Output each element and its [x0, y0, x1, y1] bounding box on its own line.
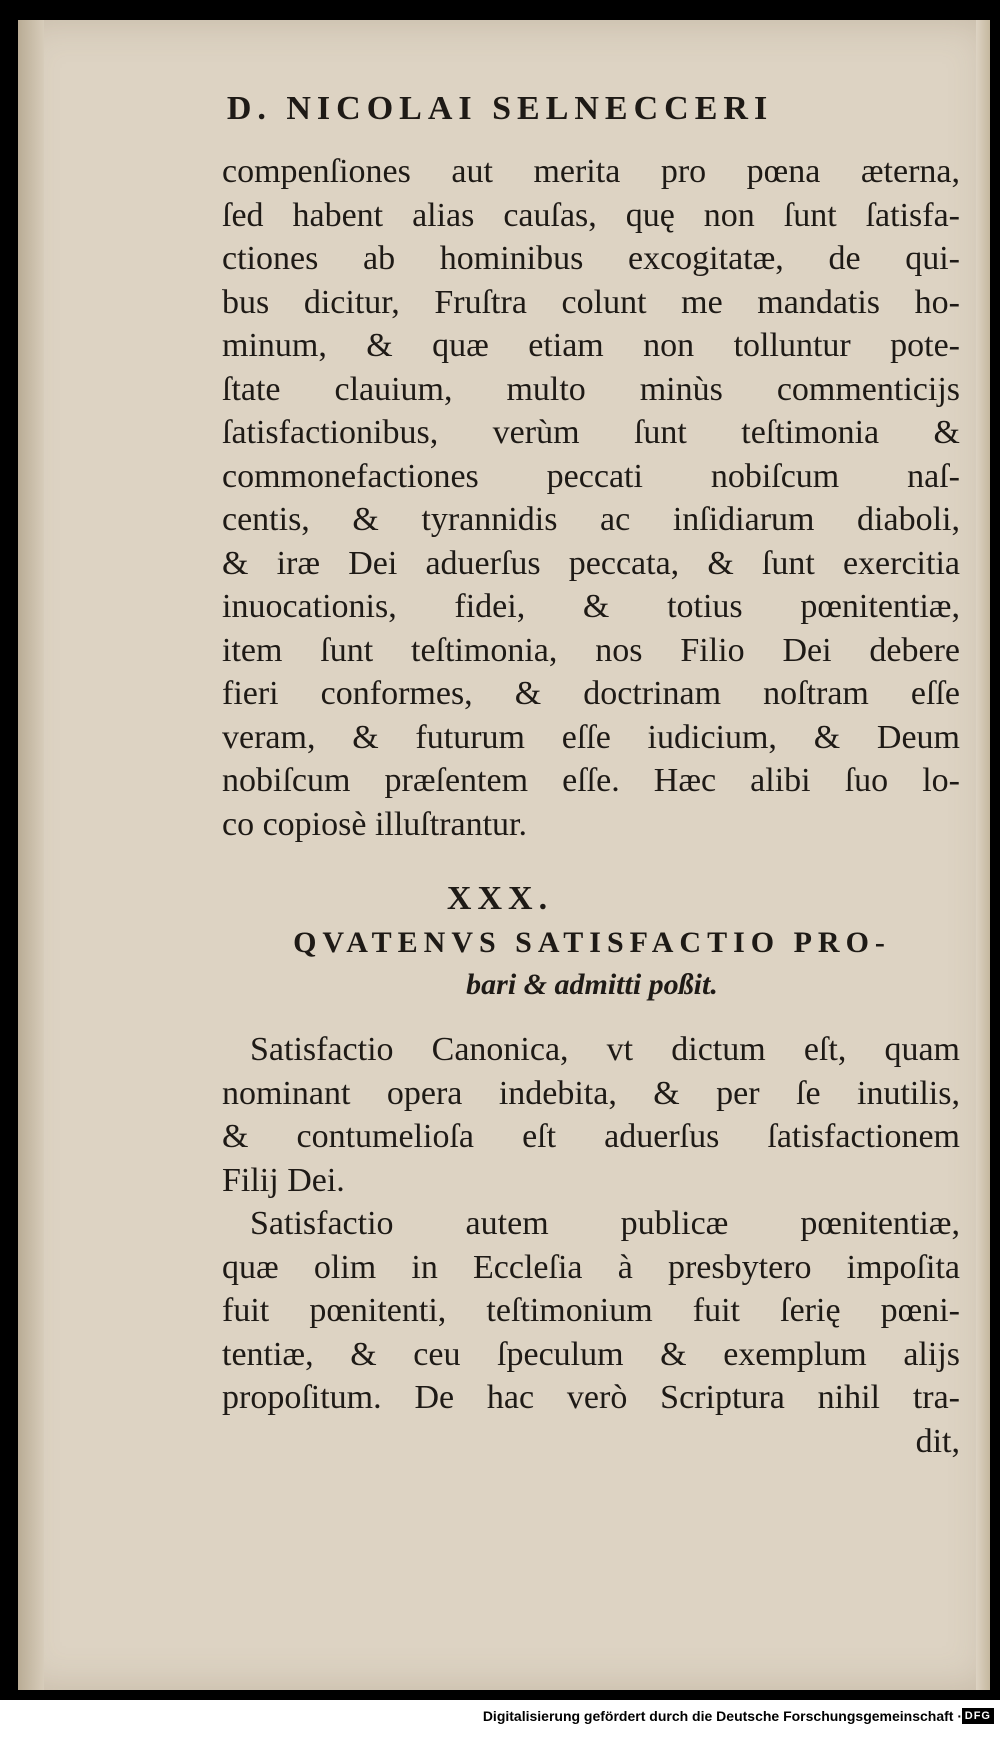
- text-line: ſtate clauium, multo minùs commenticijs: [222, 370, 960, 408]
- text-line: compenſiones aut merita pro pœna æterna,: [222, 153, 960, 190]
- text-line: commonefactiones peccati nobiſcum naſ-: [222, 457, 960, 495]
- text-line: propoſitum. De hac verò Scriptura nihil tra-: [222, 1379, 960, 1416]
- section-paragraph: [222, 1028, 960, 1463]
- footer-credit: Digitalisierung gefördert durch die Deutsche Forschungsgemeinschaft ·: [482, 1708, 962, 1724]
- text-line: nominant opera indebita, & per ſe inutilis,: [222, 1074, 960, 1112]
- text-line: centis, & tyrannidis ac inſidiarum diaboli,: [222, 501, 960, 538]
- text-line: fuit pœnitenti, teſtimonium fuit ſerię pœni-: [222, 1292, 960, 1329]
- text-line: minum, & quæ etiam non tolluntur pote-: [222, 327, 960, 364]
- footer-bar: [0, 1700, 1000, 1737]
- catchword: dit,: [915, 1422, 960, 1460]
- text-line: quæ olim in Eccleſia à presbytero impoſita: [222, 1248, 960, 1286]
- text-line: inuocationis, fidei, & totius pœnitentiæ,: [222, 588, 960, 625]
- text-line: Satisfactio autem publicæ pœnitentiæ,: [250, 1205, 960, 1242]
- text-line: bus dicitur, Fruſtra colunt me mandatis ho-: [222, 283, 960, 321]
- section-title: QVATENVS SATISFACTIO PRO-: [293, 926, 891, 959]
- page-edge: [976, 20, 990, 1690]
- text-line: ſed habent alias cauſas, quę non ſunt ſatisfa-: [222, 196, 960, 234]
- text-line: Satisfactio Canonica, vt dictum eſt, quam: [250, 1031, 960, 1068]
- page-gutter: [18, 20, 44, 1690]
- section-subtitle: bari & admitti poßit.: [466, 968, 718, 1001]
- running-header: D. NICOLAI SELNECCERI: [226, 90, 774, 127]
- text-line: Filij Dei.: [222, 1161, 345, 1199]
- text-line: item ſunt teſtimonia, nos Filio Dei debere: [222, 631, 960, 669]
- text-line: ctiones ab hominibus excogitatæ, de qui-: [222, 240, 960, 277]
- section-number: XXX.: [446, 880, 554, 917]
- text-line: ſatisfactionibus, verùm ſunt teſtimonia &: [222, 414, 960, 451]
- text-line: & iræ Dei aduerſus peccata, & ſunt exercitia: [222, 544, 960, 582]
- text-line: tentiæ, & ceu ſpeculum & exemplum alijs: [222, 1335, 960, 1373]
- text-line: nobiſcum præſentem eſſe. Hæc alibi ſuo lo-: [222, 762, 960, 799]
- text-line: & contumelioſa eſt aduerſus ſatisfactionem: [222, 1118, 960, 1155]
- dfg-logo: DFG: [962, 1708, 994, 1724]
- text-line: veram, & futurum eſſe iudicium, & Deum: [222, 718, 960, 756]
- text-line: co copiosè illuſtrantur.: [222, 805, 527, 843]
- text-line: fieri conformes, & doctrinam noſtram eſſe: [222, 675, 960, 712]
- body-paragraph: [222, 150, 960, 846]
